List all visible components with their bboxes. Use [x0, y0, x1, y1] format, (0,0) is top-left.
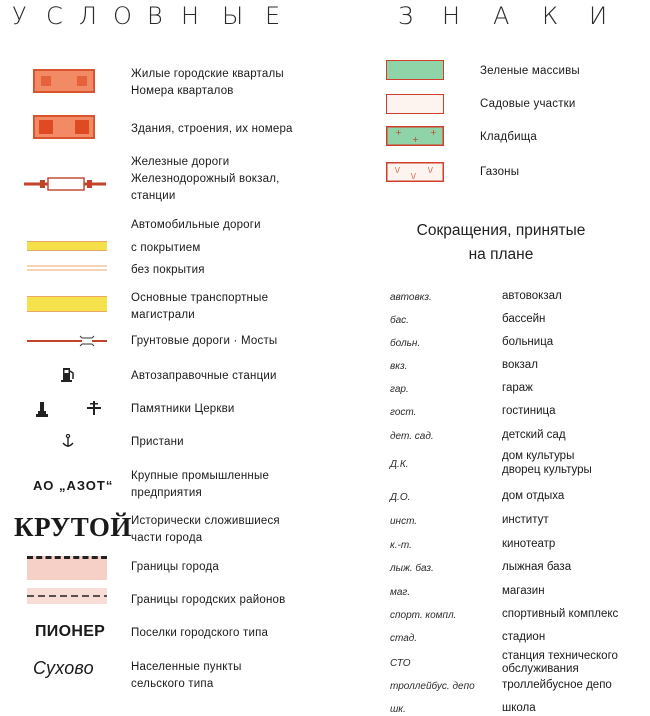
title-letter: Е — [265, 2, 281, 30]
abbr-short: инст. — [390, 516, 418, 527]
title-letter: Ы — [222, 2, 244, 30]
abbr-short: лыж. баз. — [390, 563, 434, 574]
gas-station-icon — [61, 366, 75, 382]
industrial-label — [131, 468, 269, 502]
abbr-short: вкз. — [390, 361, 408, 372]
monument-icon — [36, 401, 48, 417]
abbr-short: СТО — [390, 658, 411, 669]
green-areas-label: Зеленые массивы — [480, 65, 580, 77]
abbr-full: автовокзал — [502, 290, 562, 302]
label-line: предприятия — [131, 487, 202, 499]
residential-block-symbol — [33, 69, 95, 93]
label-line: Населенные пункты — [131, 661, 242, 673]
paved-road-label: с покрытием — [131, 242, 201, 254]
label-line: магистрали — [131, 309, 195, 321]
label-line: Жилые городские кварталы — [131, 68, 284, 80]
abbr-short: гост. — [390, 407, 417, 418]
dirt-road-bridge-symbol — [27, 335, 107, 347]
abbr-full-line2: дворец культуры — [502, 464, 592, 476]
unpaved-road-symbol — [27, 264, 107, 272]
roads-header-label: Автомобильные дороги — [131, 219, 261, 231]
svg-text:+: + — [412, 135, 419, 144]
urban-settlement-sample: ПИОНЕР — [35, 623, 106, 640]
abbr-short: маг. — [390, 587, 411, 598]
garden-plot-symbol — [386, 94, 444, 114]
pier-anchor-icon — [62, 434, 74, 448]
building-symbol — [33, 115, 95, 139]
label-line: Исторически сложившиеся — [131, 515, 280, 527]
abbr-short: стад. — [390, 633, 418, 644]
cemetery-symbol — [386, 126, 444, 146]
title-letter: Н — [442, 2, 461, 30]
main-road-symbol — [27, 294, 107, 314]
lawns-label: Газоны — [480, 166, 520, 178]
abbr-short: гар. — [390, 384, 409, 395]
abbr-full: дом отдыха — [502, 490, 565, 502]
abbr-short: троллейбус. депо — [390, 681, 475, 692]
residential-label — [131, 66, 284, 100]
gardens-label: Садовые участки — [480, 98, 576, 110]
title-letter: У — [12, 2, 27, 30]
label-line: Номера кварталов — [131, 85, 234, 97]
buildings-label: Здания, строения, их номера — [131, 123, 293, 135]
lawn-symbol — [386, 162, 444, 182]
label-line: Основные транспортные — [131, 292, 269, 304]
green-area-symbol — [386, 60, 444, 80]
abbr-short: автовкз. — [390, 292, 432, 303]
title-letter: Н — [181, 2, 200, 30]
svg-text:+: + — [395, 128, 402, 137]
paved-road-symbol — [27, 240, 107, 252]
gas-stations-label: Автозаправочные станции — [131, 370, 277, 382]
title-letter: В — [147, 2, 163, 30]
city-border-symbol — [27, 556, 107, 580]
svg-text:\/: \/ — [411, 172, 416, 180]
abbr-full: стадион — [502, 631, 546, 643]
district-border-label: Границы городских районов — [131, 594, 286, 606]
urban-settlements-label: Поселки городского типа — [131, 627, 269, 639]
abbr-full: больница — [502, 336, 554, 348]
title-letter: А — [493, 2, 510, 30]
title-letter: К — [542, 2, 559, 30]
abbr-full: спортивный комплекс — [502, 608, 619, 620]
title-letter: И — [589, 2, 608, 30]
abbr-short: Д.К. — [390, 459, 409, 470]
abbr-full: магазин — [502, 585, 545, 597]
abbr-full: гараж — [502, 382, 533, 394]
abbr-short: дет. сад. — [390, 431, 434, 442]
label-line: части города — [131, 532, 203, 544]
railway-station-symbol — [24, 174, 106, 194]
historic-label — [131, 513, 280, 547]
title-letter: С — [46, 2, 63, 30]
abbr-full: станция технического — [502, 650, 618, 662]
railways-label — [131, 154, 280, 205]
city-border-label: Границы города — [131, 561, 219, 573]
label-line: Крупные промышленные — [131, 470, 270, 482]
monuments-label: Памятники Церкви — [131, 403, 235, 415]
label-line: станции — [131, 190, 176, 202]
rural-settlement-sample: Сухово — [33, 658, 94, 678]
dirt-roads-label: Грунтовые дороги · Мосты — [131, 335, 278, 347]
abbr-short: больн. — [390, 338, 421, 349]
title-letter: Л — [79, 2, 98, 30]
label-line: Железные дороги — [131, 156, 230, 168]
cemeteries-label: Кладбища — [480, 131, 537, 143]
heading-line: Сокращения, принятые — [416, 222, 586, 239]
district-border-symbol — [27, 585, 107, 607]
label-line: сельского типа — [131, 678, 214, 690]
label-line: Железнодорожный вокзал, — [131, 173, 280, 185]
rural-settlements-label — [131, 659, 242, 693]
abbr-short: спорт. компл. — [390, 610, 457, 621]
church-icon — [87, 401, 101, 415]
abbr-short: шк. — [390, 704, 406, 715]
historic-district-sample: КРУТОЙ — [14, 512, 132, 542]
abbr-full: детский сад — [502, 429, 566, 441]
abbr-full: институт — [502, 514, 549, 526]
factory-sample: АО „АЗОТ“ — [33, 478, 114, 493]
title-letter: О — [113, 2, 132, 30]
abbr-short: к.-т. — [390, 540, 412, 551]
svg-text:\/: \/ — [428, 166, 433, 174]
abbr-full: вокзал — [502, 359, 538, 371]
abbr-full: дом культуры — [502, 450, 575, 462]
abbr-short: бас. — [390, 315, 409, 326]
main-roads-label — [131, 290, 268, 324]
abbr-full: лыжная база — [502, 561, 572, 573]
abbr-full: троллейбусное депо — [502, 679, 612, 691]
legend-title — [0, 2, 650, 28]
heading-line: на плане — [468, 246, 534, 263]
abbr-full: школа — [502, 702, 536, 714]
title-letter: З — [398, 2, 414, 30]
abbr-full: гостиница — [502, 405, 556, 417]
abbr-full: кинотеатр — [502, 538, 556, 550]
piers-label: Пристани — [131, 436, 184, 448]
abbr-full-line2: обслуживания — [502, 663, 579, 675]
abbreviations-heading — [386, 219, 616, 267]
abbr-short: Д.О. — [390, 492, 411, 503]
svg-text:+: + — [430, 128, 437, 137]
unpaved-road-label: без покрытия — [131, 264, 205, 276]
svg-text:\/: \/ — [395, 166, 400, 174]
abbr-full: бассейн — [502, 313, 546, 325]
